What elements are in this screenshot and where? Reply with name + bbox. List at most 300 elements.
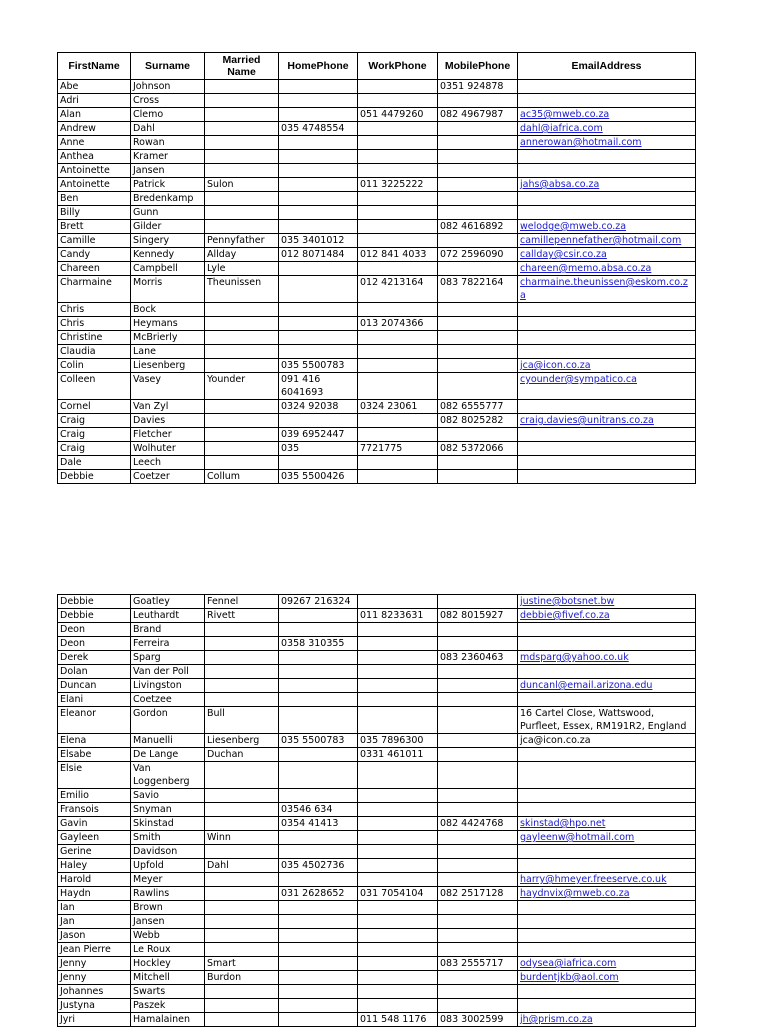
married-name-cell: Sulon xyxy=(205,178,279,192)
email-cell xyxy=(518,262,696,276)
first-name-cell: Antoinette xyxy=(58,164,131,178)
surname-cell: Johnson xyxy=(131,80,205,94)
home-phone-cell xyxy=(279,1013,358,1027)
surname-cell: Hockley xyxy=(131,957,205,971)
mobile-phone-cell xyxy=(438,762,518,789)
email-link[interactable]: welodge@mweb.co.za xyxy=(520,221,627,232)
email-link[interactable]: haydnvix@mweb.co.za xyxy=(520,888,630,899)
table-row xyxy=(58,178,696,192)
surname-cell: Paszek xyxy=(131,999,205,1013)
work-phone-cell xyxy=(358,679,438,693)
mobile-phone-cell: 0351 924878 xyxy=(438,80,518,94)
home-phone-cell xyxy=(279,957,358,971)
married-name-cell xyxy=(205,873,279,887)
email-cell xyxy=(518,803,696,817)
married-name-cell xyxy=(205,1013,279,1027)
table-row xyxy=(58,665,696,679)
first-name-cell: Craig xyxy=(58,428,131,442)
surname-cell: Le Roux xyxy=(131,943,205,957)
married-name-cell: Younder xyxy=(205,373,279,400)
work-phone-cell: 0331 461011 xyxy=(358,748,438,762)
work-phone-cell xyxy=(358,929,438,943)
work-phone-cell xyxy=(358,414,438,428)
surname-cell: Liesenberg xyxy=(131,359,205,373)
married-name-cell xyxy=(205,789,279,803)
work-phone-cell: 031 7054104 xyxy=(358,887,438,901)
married-name-cell: Duchan xyxy=(205,748,279,762)
email-cell xyxy=(518,80,696,94)
married-name-cell: Burdon xyxy=(205,971,279,985)
surname-cell: Smith xyxy=(131,831,205,845)
email-cell xyxy=(518,873,696,887)
work-phone-cell xyxy=(358,150,438,164)
work-phone-cell xyxy=(358,693,438,707)
header-mobile-phone: MobilePhone xyxy=(438,53,518,80)
table-row xyxy=(58,971,696,985)
surname-cell: Goatley xyxy=(131,595,205,609)
mobile-phone-cell xyxy=(438,623,518,637)
home-phone-cell xyxy=(279,929,358,943)
table-row xyxy=(58,943,696,957)
home-phone-cell xyxy=(279,303,358,317)
work-phone-cell xyxy=(358,456,438,470)
email-link[interactable]: dahl@iafrica.com xyxy=(520,123,603,134)
surname-cell: Morris xyxy=(131,276,205,303)
married-name-cell xyxy=(205,915,279,929)
first-name-cell: Camille xyxy=(58,234,131,248)
table-row xyxy=(58,707,696,734)
work-phone-cell xyxy=(358,845,438,859)
mobile-phone-cell xyxy=(438,873,518,887)
married-name-cell xyxy=(205,331,279,345)
work-phone-cell xyxy=(358,901,438,915)
table-row xyxy=(58,831,696,845)
table-row xyxy=(58,136,696,150)
work-phone-cell xyxy=(358,665,438,679)
email-cell xyxy=(518,303,696,317)
home-phone-cell: 035 5500783 xyxy=(279,359,358,373)
work-phone-cell xyxy=(358,164,438,178)
surname-cell: Clemo xyxy=(131,108,205,122)
work-phone-cell xyxy=(358,803,438,817)
home-phone-cell xyxy=(279,414,358,428)
married-name-cell: Liesenberg xyxy=(205,734,279,748)
table-row xyxy=(58,164,696,178)
married-name-cell xyxy=(205,206,279,220)
first-name-cell: Brett xyxy=(58,220,131,234)
contacts-table-top xyxy=(57,52,696,484)
married-name-cell xyxy=(205,317,279,331)
mobile-phone-cell xyxy=(438,734,518,748)
email-cell xyxy=(518,192,696,206)
married-name-cell xyxy=(205,220,279,234)
email-cell xyxy=(518,651,696,665)
email-link[interactable]: jca@icon.co.za xyxy=(520,360,591,371)
surname-cell: Manuelli xyxy=(131,734,205,748)
work-phone-cell xyxy=(358,234,438,248)
married-name-cell xyxy=(205,400,279,414)
first-name-cell: Ben xyxy=(58,192,131,206)
home-phone-cell xyxy=(279,262,358,276)
first-name-cell: Jan xyxy=(58,915,131,929)
email-link[interactable]: justine@botsnet.bw xyxy=(520,596,615,607)
table-row xyxy=(58,845,696,859)
email-cell xyxy=(518,442,696,456)
mobile-phone-cell xyxy=(438,637,518,651)
mobile-phone-cell xyxy=(438,929,518,943)
first-name-cell: Gavin xyxy=(58,817,131,831)
home-phone-cell: 012 8071484 xyxy=(279,248,358,262)
email-link[interactable]: camillepennefather@hotmail.com xyxy=(520,235,682,246)
home-phone-cell xyxy=(279,845,358,859)
table-row xyxy=(58,206,696,220)
email-cell xyxy=(518,122,696,136)
first-name-cell: Duncan xyxy=(58,679,131,693)
work-phone-cell xyxy=(358,428,438,442)
work-phone-cell xyxy=(358,762,438,789)
mobile-phone-cell: 082 8025282 xyxy=(438,414,518,428)
email-cell xyxy=(518,206,696,220)
surname-cell: Wolhuter xyxy=(131,442,205,456)
first-name-cell: Craig xyxy=(58,442,131,456)
first-name-cell: Emilio xyxy=(58,789,131,803)
home-phone-cell xyxy=(279,456,358,470)
married-name-cell: Theunissen xyxy=(205,276,279,303)
home-phone-cell xyxy=(279,679,358,693)
first-name-cell: Jason xyxy=(58,929,131,943)
work-phone-cell: 0324 23061 xyxy=(358,400,438,414)
email-link[interactable]: ac35@mweb.co.za xyxy=(520,109,610,120)
mobile-phone-cell xyxy=(438,915,518,929)
home-phone-cell xyxy=(279,317,358,331)
table-row xyxy=(58,803,696,817)
married-name-cell xyxy=(205,94,279,108)
email-link[interactable]: odysea@iafrica.com xyxy=(520,958,617,969)
mobile-phone-cell xyxy=(438,122,518,136)
email-cell xyxy=(518,428,696,442)
married-name-cell: Lyle xyxy=(205,262,279,276)
email-cell xyxy=(518,345,696,359)
first-name-cell: Jean Pierre xyxy=(58,943,131,957)
email-cell xyxy=(518,373,696,400)
email-link[interactable]: cyounder@sympatico.ca xyxy=(520,374,637,385)
first-name-cell: Elani xyxy=(58,693,131,707)
surname-cell: Brand xyxy=(131,623,205,637)
email-link[interactable]: jh@prism.co.za xyxy=(520,1014,593,1025)
email-cell xyxy=(518,901,696,915)
email-cell xyxy=(518,679,696,693)
email-link[interactable]: charmaine.theunissen@eskom.co.za xyxy=(520,277,688,301)
work-phone-cell xyxy=(358,373,438,400)
table-row xyxy=(58,957,696,971)
mobile-phone-cell xyxy=(438,595,518,609)
surname-cell: Webb xyxy=(131,929,205,943)
mobile-phone-cell xyxy=(438,136,518,150)
email-cell xyxy=(518,220,696,234)
first-name-cell: Debbie xyxy=(58,609,131,623)
header-email-address: EmailAddress xyxy=(518,53,696,80)
work-phone-cell xyxy=(358,707,438,734)
work-phone-cell: 011 548 1176 xyxy=(358,1013,438,1027)
table-row xyxy=(58,873,696,887)
surname-cell: Leech xyxy=(131,456,205,470)
email-link[interactable]: craig.davies@unitrans.co.za xyxy=(520,415,654,426)
work-phone-cell: 011 8233631 xyxy=(358,609,438,623)
work-phone-cell xyxy=(358,971,438,985)
email-cell: jca@icon.co.za xyxy=(518,734,696,748)
mobile-phone-cell xyxy=(438,789,518,803)
married-name-cell xyxy=(205,901,279,915)
email-cell xyxy=(518,317,696,331)
contacts-table-bottom xyxy=(57,594,696,1027)
home-phone-cell xyxy=(279,150,358,164)
married-name-cell: Pennyfather xyxy=(205,234,279,248)
surname-cell: Gordon xyxy=(131,707,205,734)
married-name-cell xyxy=(205,803,279,817)
first-name-cell: Deon xyxy=(58,623,131,637)
email-link[interactable]: annerowan@hotmail.com xyxy=(520,137,642,148)
surname-cell: Ferreira xyxy=(131,637,205,651)
header-work-phone: WorkPhone xyxy=(358,53,438,80)
email-link[interactable]: jahs@absa.co.za xyxy=(520,179,600,190)
first-name-cell: Colleen xyxy=(58,373,131,400)
email-link[interactable]: debbie@fivef.co.za xyxy=(520,610,610,621)
mobile-phone-cell xyxy=(438,331,518,345)
table-row xyxy=(58,915,696,929)
home-phone-cell xyxy=(279,136,358,150)
header-married-name: Married Name xyxy=(205,53,279,80)
header-home-phone: HomePhone xyxy=(279,53,358,80)
email-cell xyxy=(518,929,696,943)
work-phone-cell: 035 7896300 xyxy=(358,734,438,748)
married-name-cell xyxy=(205,693,279,707)
email-cell xyxy=(518,762,696,789)
surname-cell: Upfold xyxy=(131,859,205,873)
table-row xyxy=(58,359,696,373)
work-phone-cell xyxy=(358,943,438,957)
first-name-cell: Cornel xyxy=(58,400,131,414)
work-phone-cell xyxy=(358,470,438,484)
home-phone-cell xyxy=(279,831,358,845)
email-cell xyxy=(518,178,696,192)
email-cell xyxy=(518,595,696,609)
email-link[interactable]: skinstad@hpo.net xyxy=(520,818,606,829)
work-phone-cell xyxy=(358,999,438,1013)
work-phone-cell xyxy=(358,136,438,150)
table-row xyxy=(58,595,696,609)
surname-cell: Meyer xyxy=(131,873,205,887)
mobile-phone-cell xyxy=(438,859,518,873)
home-phone-cell: 035 5500783 xyxy=(279,734,358,748)
work-phone-cell xyxy=(358,80,438,94)
work-phone-cell: 012 4213164 xyxy=(358,276,438,303)
home-phone-cell xyxy=(279,164,358,178)
mobile-phone-cell: 082 4967987 xyxy=(438,108,518,122)
table-row xyxy=(58,693,696,707)
home-phone-cell xyxy=(279,94,358,108)
table-row xyxy=(58,192,696,206)
work-phone-cell xyxy=(358,623,438,637)
table-row xyxy=(58,345,696,359)
email-link[interactable]: chareen@memo.absa.co.za xyxy=(520,263,652,274)
email-link[interactable]: callday@csir.co.za xyxy=(520,249,607,260)
home-phone-cell: 035 xyxy=(279,442,358,456)
home-phone-cell xyxy=(279,206,358,220)
first-name-cell: Christine xyxy=(58,331,131,345)
work-phone-cell xyxy=(358,789,438,803)
surname-cell: Singery xyxy=(131,234,205,248)
married-name-cell xyxy=(205,679,279,693)
surname-cell: Lane xyxy=(131,345,205,359)
first-name-cell: Derek xyxy=(58,651,131,665)
home-phone-cell xyxy=(279,108,358,122)
home-phone-cell: 0358 310355 xyxy=(279,637,358,651)
email-cell xyxy=(518,248,696,262)
surname-cell: Gilder xyxy=(131,220,205,234)
table-row xyxy=(58,122,696,136)
table-row xyxy=(58,999,696,1013)
header-first-name: FirstName xyxy=(58,53,131,80)
email-link[interactable]: gayleenw@hotmail.com xyxy=(520,832,635,843)
first-name-cell: Colin xyxy=(58,359,131,373)
work-phone-cell xyxy=(358,331,438,345)
mobile-phone-cell xyxy=(438,803,518,817)
email-cell xyxy=(518,108,696,122)
mobile-phone-cell xyxy=(438,999,518,1013)
work-phone-cell xyxy=(358,262,438,276)
table-row xyxy=(58,609,696,623)
work-phone-cell xyxy=(358,957,438,971)
email-cell xyxy=(518,456,696,470)
first-name-cell: Haydn xyxy=(58,887,131,901)
mobile-phone-cell: 082 2517128 xyxy=(438,887,518,901)
married-name-cell xyxy=(205,80,279,94)
surname-cell: McBrierly xyxy=(131,331,205,345)
table-row xyxy=(58,234,696,248)
first-name-cell: Jenny xyxy=(58,957,131,971)
surname-cell: Skinstad xyxy=(131,817,205,831)
surname-cell: Kramer xyxy=(131,150,205,164)
first-name-cell: Billy xyxy=(58,206,131,220)
email-link[interactable]: duncanl@email.arizona.edu xyxy=(520,680,653,691)
work-phone-cell xyxy=(358,359,438,373)
first-name-cell: Elena xyxy=(58,734,131,748)
surname-cell: Hamalainen xyxy=(131,1013,205,1027)
home-phone-cell xyxy=(279,971,358,985)
home-phone-cell xyxy=(279,985,358,999)
email-link[interactable]: mdsparg@yahoo.co.uk xyxy=(520,652,629,663)
email-cell xyxy=(518,400,696,414)
email-link[interactable]: burdentjkb@aol.com xyxy=(520,972,619,983)
surname-cell: Davies xyxy=(131,414,205,428)
email-cell xyxy=(518,136,696,150)
email-link[interactable]: harry@hmeyer.freeserve.co.uk xyxy=(520,874,667,885)
home-phone-cell xyxy=(279,693,358,707)
table-row xyxy=(58,303,696,317)
married-name-cell xyxy=(205,762,279,789)
first-name-cell: Alan xyxy=(58,108,131,122)
work-phone-cell xyxy=(358,122,438,136)
work-phone-cell xyxy=(358,915,438,929)
home-phone-cell xyxy=(279,665,358,679)
home-phone-cell xyxy=(279,80,358,94)
email-cell xyxy=(518,1013,696,1027)
home-phone-cell xyxy=(279,178,358,192)
mobile-phone-cell xyxy=(438,901,518,915)
work-phone-cell xyxy=(358,192,438,206)
table-row xyxy=(58,262,696,276)
home-phone-cell xyxy=(279,707,358,734)
table-row xyxy=(58,470,696,484)
table-row xyxy=(58,679,696,693)
home-phone-cell: 091 416 6041693 xyxy=(279,373,358,400)
first-name-cell: Gayleen xyxy=(58,831,131,845)
email-cell xyxy=(518,817,696,831)
home-phone-cell xyxy=(279,331,358,345)
first-name-cell: Antoinette xyxy=(58,178,131,192)
mobile-phone-cell xyxy=(438,206,518,220)
first-name-cell: Dale xyxy=(58,456,131,470)
table-row xyxy=(58,762,696,789)
first-name-cell: Andrew xyxy=(58,122,131,136)
email-cell xyxy=(518,943,696,957)
first-name-cell: Claudia xyxy=(58,345,131,359)
work-phone-cell: 013 2074366 xyxy=(358,317,438,331)
home-phone-cell: 035 4748554 xyxy=(279,122,358,136)
married-name-cell xyxy=(205,122,279,136)
home-phone-cell xyxy=(279,873,358,887)
home-phone-cell xyxy=(279,901,358,915)
married-name-cell xyxy=(205,442,279,456)
married-name-cell xyxy=(205,943,279,957)
mobile-phone-cell xyxy=(438,262,518,276)
table-row xyxy=(58,80,696,94)
mobile-phone-cell xyxy=(438,748,518,762)
table-row xyxy=(58,859,696,873)
home-phone-cell xyxy=(279,651,358,665)
married-name-cell xyxy=(205,637,279,651)
work-phone-cell xyxy=(358,303,438,317)
first-name-cell: Chareen xyxy=(58,262,131,276)
table-row xyxy=(58,428,696,442)
mobile-phone-cell xyxy=(438,845,518,859)
married-name-cell: Smart xyxy=(205,957,279,971)
married-name-cell xyxy=(205,136,279,150)
married-name-cell xyxy=(205,999,279,1013)
table-body-bottom xyxy=(58,595,696,1027)
mobile-phone-cell: 082 5372066 xyxy=(438,442,518,456)
first-name-cell: Deon xyxy=(58,637,131,651)
home-phone-cell: 03546 634 xyxy=(279,803,358,817)
home-phone-cell xyxy=(279,748,358,762)
email-cell xyxy=(518,915,696,929)
work-phone-cell: 7721775 xyxy=(358,442,438,456)
mobile-phone-cell xyxy=(438,971,518,985)
table-row xyxy=(58,734,696,748)
email-cell xyxy=(518,693,696,707)
work-phone-cell xyxy=(358,873,438,887)
mobile-phone-cell: 083 3002599 xyxy=(438,1013,518,1027)
surname-cell: Coetzee xyxy=(131,693,205,707)
surname-cell: Swarts xyxy=(131,985,205,999)
mobile-phone-cell xyxy=(438,303,518,317)
table-row xyxy=(58,748,696,762)
first-name-cell: Craig xyxy=(58,414,131,428)
mobile-phone-cell xyxy=(438,428,518,442)
married-name-cell xyxy=(205,192,279,206)
email-cell xyxy=(518,887,696,901)
work-phone-cell xyxy=(358,94,438,108)
